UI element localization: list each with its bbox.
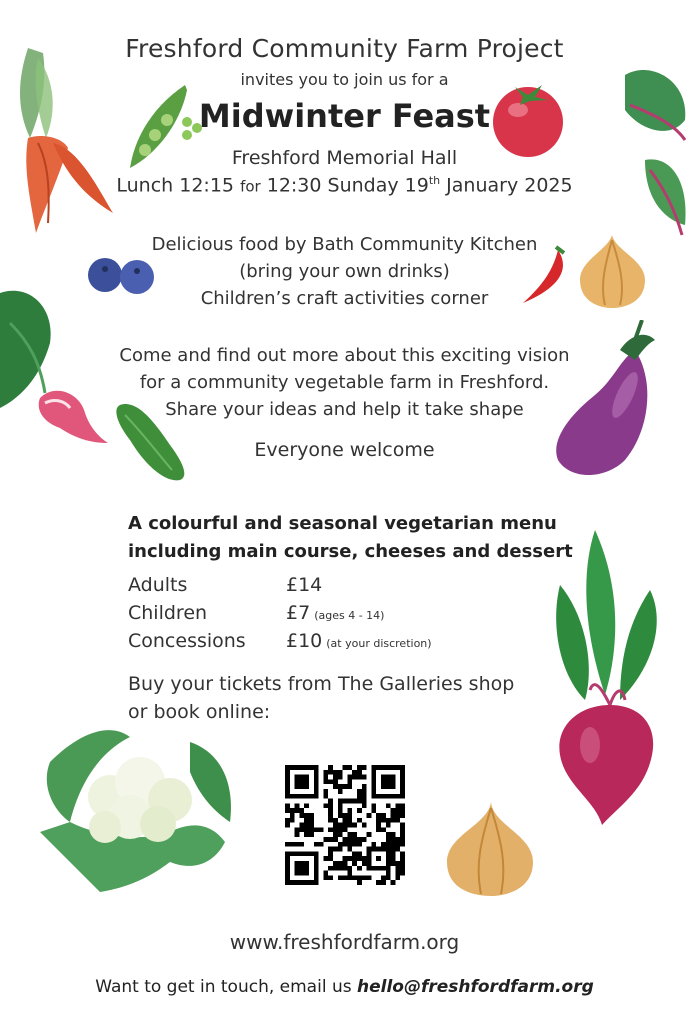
cauliflower-icon (40, 712, 240, 902)
vision-text: Come and find out more about this exciting vision for a community vegetable farm in Freshford. Share your ideas and help it take shape (119, 345, 570, 420)
org-name: Freshford Community Farm Project (125, 34, 564, 63)
event-time: Lunch 12:15 for 12:30 Sunday 19th January 2025 (116, 174, 573, 197)
menu-heading: A colourful and seasonal vegetarian menu including main course, cheeses and dessert (128, 513, 573, 562)
venue: Freshford Memorial Hall (231, 147, 458, 169)
email-link[interactable]: hello@freshfordfarm.org (356, 977, 594, 997)
contact-line: Want to get in touch, email us hello@freshfordfarm.org (95, 977, 594, 997)
price-row-adults: Adults £14 (128, 574, 323, 596)
drinks-line: (bring your own drinks) (239, 261, 450, 282)
event-details (0, 231, 689, 312)
invite-line: invites you to join us for a (240, 70, 449, 89)
ticket-info: Buy your tickets from The Galleries shop or book online: (128, 673, 515, 723)
carrot-icon (8, 38, 118, 238)
price-row-concessions: Concessions £10 (at your discretion) (128, 630, 432, 652)
website-link[interactable]: www.freshfordfarm.org (229, 930, 460, 954)
page-title: Midwinter Feast (198, 97, 491, 135)
onion-icon (443, 800, 538, 900)
menu-section (128, 510, 588, 656)
welcome-line: Everyone welcome (254, 439, 435, 461)
craft-line: Children’s craft activities corner (200, 288, 489, 309)
price-row-children: Children £7 (ages 4 - 14) (128, 602, 385, 624)
qr-code-icon[interactable] (285, 765, 405, 885)
food-line: Delicious food by Bath Community Kitchen (151, 234, 538, 255)
